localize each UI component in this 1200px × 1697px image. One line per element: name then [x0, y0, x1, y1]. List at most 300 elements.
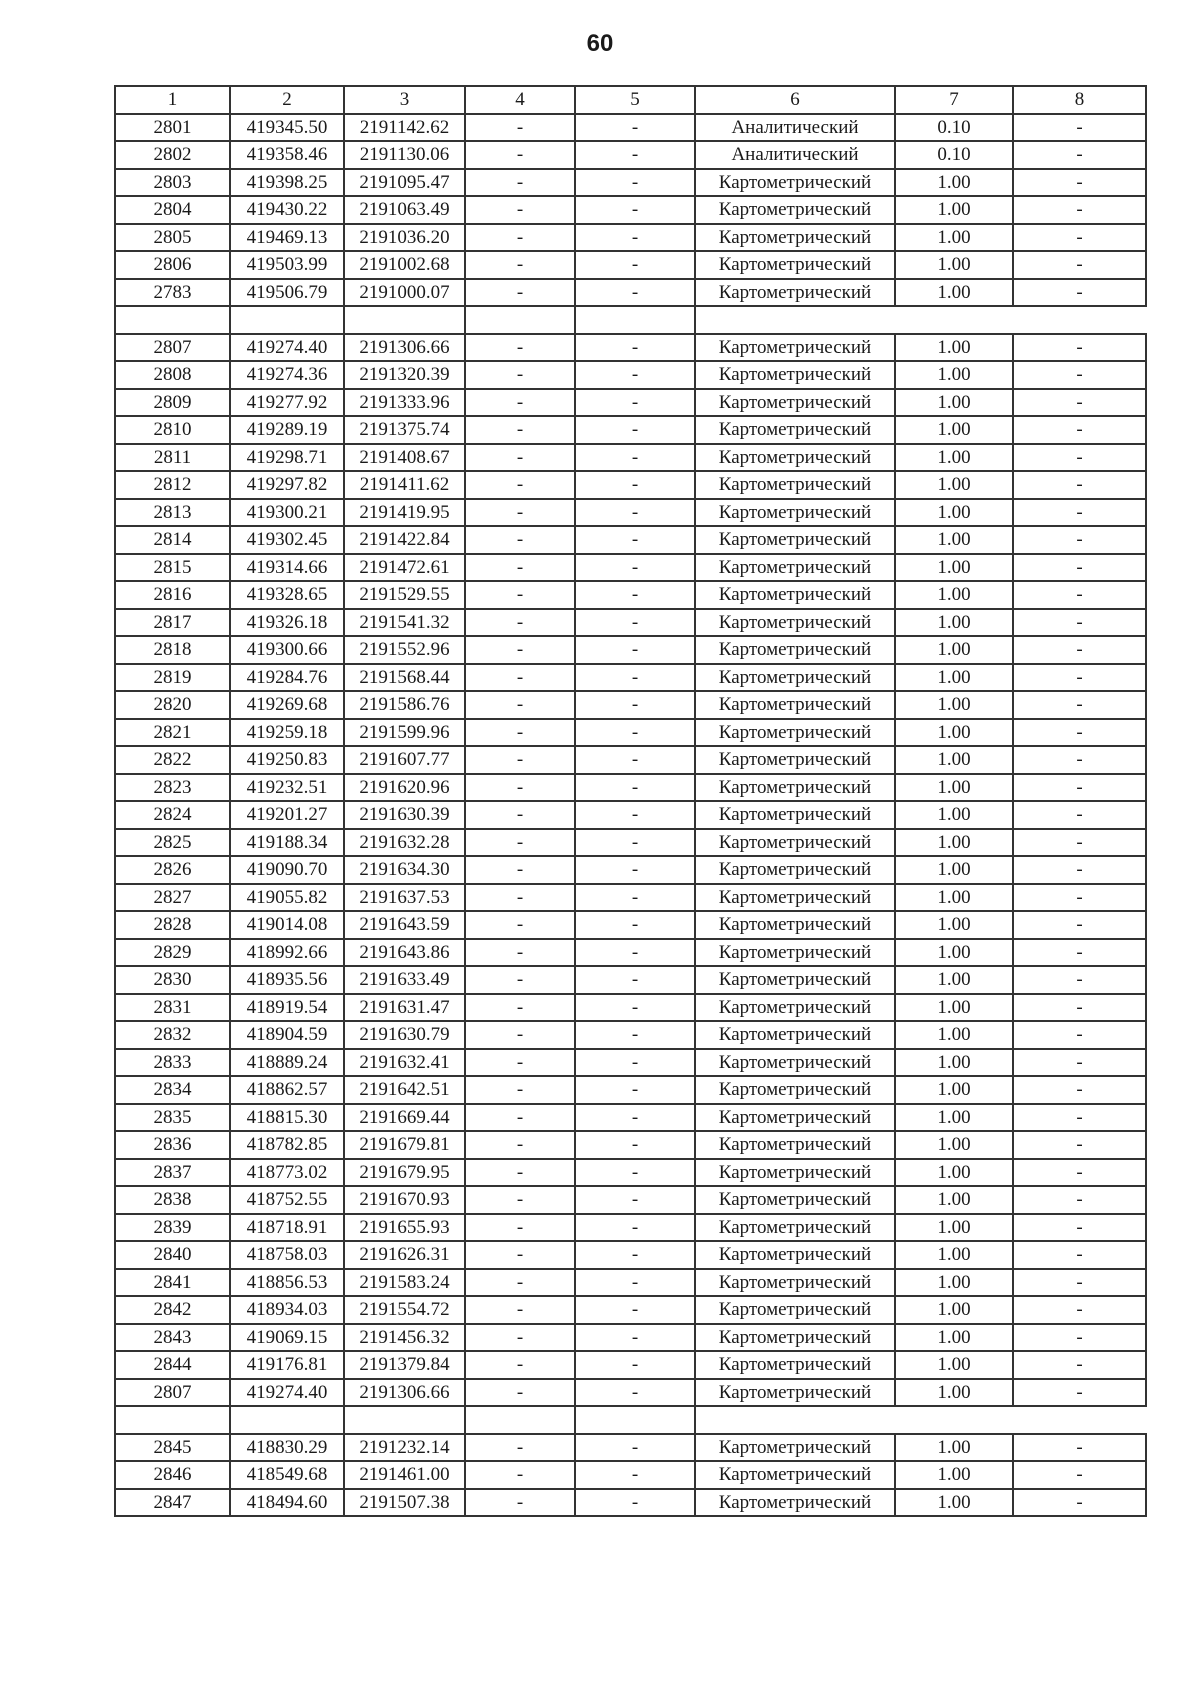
table-cell: -: [1013, 774, 1146, 802]
table-cell: 2823: [115, 774, 230, 802]
table-cell: 2808: [115, 361, 230, 389]
table-cell: 2191419.95: [344, 499, 465, 527]
table-cell: 2191630.39: [344, 801, 465, 829]
table-cell: Картометрический: [695, 1434, 895, 1462]
table-cell: 0.10: [895, 114, 1013, 142]
table-cell: 1.00: [895, 471, 1013, 499]
table-cell: 2191643.86: [344, 939, 465, 967]
table-cell: Картометрический: [695, 1489, 895, 1517]
table-cell: -: [1013, 1021, 1146, 1049]
table-cell: 1.00: [895, 499, 1013, 527]
table-cell: 2825: [115, 829, 230, 857]
table-cell: 1.00: [895, 856, 1013, 884]
table-cell: 1.00: [895, 939, 1013, 967]
table-cell: -: [465, 444, 575, 472]
table-cell: -: [1013, 196, 1146, 224]
table-cell: 419014.08: [230, 911, 344, 939]
table-cell: 1.00: [895, 1214, 1013, 1242]
table-row: [115, 471, 1146, 499]
table-cell: -: [1013, 1076, 1146, 1104]
table-cell: -: [1013, 279, 1146, 307]
table-cell: 2191633.49: [344, 966, 465, 994]
table-cell: Картометрический: [695, 526, 895, 554]
table-row: [115, 1296, 1146, 1324]
table-cell: -: [1013, 416, 1146, 444]
table-cell: -: [465, 1379, 575, 1407]
table-cell: 418934.03: [230, 1296, 344, 1324]
table-cell: Картометрический: [695, 444, 895, 472]
empty-cell: [115, 306, 230, 334]
table-cell: 419297.82: [230, 471, 344, 499]
table-cell: -: [575, 526, 695, 554]
table-cell: 419469.13: [230, 224, 344, 252]
table-cell: 419188.34: [230, 829, 344, 857]
table-cell: 2191583.24: [344, 1269, 465, 1297]
table-cell: 2813: [115, 499, 230, 527]
empty-cell: [465, 1406, 575, 1434]
table-cell: 1.00: [895, 1021, 1013, 1049]
table-cell: -: [1013, 1241, 1146, 1269]
table-cell: Картометрический: [695, 1076, 895, 1104]
table-cell: 1.00: [895, 444, 1013, 472]
table-cell: 1.00: [895, 196, 1013, 224]
table-cell: -: [575, 554, 695, 582]
table-cell: 2844: [115, 1351, 230, 1379]
empty-cell: [695, 1406, 1146, 1434]
table-cell: 418830.29: [230, 1434, 344, 1462]
table-cell: 2829: [115, 939, 230, 967]
table-cell: -: [1013, 1186, 1146, 1214]
table-cell: 1.00: [895, 581, 1013, 609]
table-cell: -: [1013, 801, 1146, 829]
table-cell: -: [465, 1214, 575, 1242]
table-cell: Картометрический: [695, 1186, 895, 1214]
table-cell: -: [1013, 966, 1146, 994]
table-cell: -: [465, 691, 575, 719]
table-row: [115, 1351, 1146, 1379]
table-cell: -: [1013, 526, 1146, 554]
table-cell: 1.00: [895, 416, 1013, 444]
table-cell: -: [465, 939, 575, 967]
table-cell: 1.00: [895, 1131, 1013, 1159]
table-cell: -: [575, 114, 695, 142]
table-cell: Картометрический: [695, 1351, 895, 1379]
table-cell: -: [465, 719, 575, 747]
coordinates-table: [114, 85, 1147, 1517]
table-cell: 2191632.41: [344, 1049, 465, 1077]
table-cell: -: [465, 1186, 575, 1214]
table-cell: Аналитический: [695, 141, 895, 169]
table-cell: 2802: [115, 141, 230, 169]
table-cell: 418889.24: [230, 1049, 344, 1077]
table-cell: 2191568.44: [344, 664, 465, 692]
table-cell: 2843: [115, 1324, 230, 1352]
table-cell: 2191679.81: [344, 1131, 465, 1159]
table-cell: -: [575, 416, 695, 444]
table-cell: -: [575, 801, 695, 829]
table-cell: -: [575, 1131, 695, 1159]
table-cell: 1.00: [895, 1186, 1013, 1214]
table-cell: 1.00: [895, 1434, 1013, 1462]
table-cell: 419277.92: [230, 389, 344, 417]
table-row: [115, 829, 1146, 857]
table-row: [115, 1461, 1146, 1489]
table-cell: -: [465, 966, 575, 994]
table-cell: 1.00: [895, 1461, 1013, 1489]
table-cell: -: [575, 994, 695, 1022]
table-cell: -: [575, 361, 695, 389]
table-row: [115, 1241, 1146, 1269]
table-row: [115, 1131, 1146, 1159]
table-cell: -: [575, 691, 695, 719]
table-cell: -: [575, 939, 695, 967]
empty-cell: [344, 306, 465, 334]
header-cell: 8: [1013, 86, 1146, 114]
table-cell: -: [465, 389, 575, 417]
table-cell: 2191541.32: [344, 609, 465, 637]
table-cell: 418782.85: [230, 1131, 344, 1159]
table-cell: -: [465, 196, 575, 224]
table-cell: Картометрический: [695, 416, 895, 444]
table-cell: 2191554.72: [344, 1296, 465, 1324]
table-cell: 1.00: [895, 1379, 1013, 1407]
table-cell: 2191670.93: [344, 1186, 465, 1214]
table-cell: 2810: [115, 416, 230, 444]
table-cell: -: [1013, 1159, 1146, 1187]
table-cell: 419300.66: [230, 636, 344, 664]
table-cell: 1.00: [895, 774, 1013, 802]
table-cell: Картометрический: [695, 719, 895, 747]
table-cell: 2191002.68: [344, 251, 465, 279]
table-cell: -: [465, 994, 575, 1022]
table-cell: -: [1013, 1324, 1146, 1352]
table-cell: 419090.70: [230, 856, 344, 884]
table-cell: -: [1013, 884, 1146, 912]
table-cell: -: [465, 141, 575, 169]
table-row: [115, 911, 1146, 939]
table-row: [115, 334, 1146, 362]
table-cell: 419055.82: [230, 884, 344, 912]
table-cell: -: [575, 1269, 695, 1297]
table-cell: 2833: [115, 1049, 230, 1077]
table-cell: -: [575, 1434, 695, 1462]
table-cell: 419328.65: [230, 581, 344, 609]
table-cell: -: [575, 224, 695, 252]
table-cell: Картометрический: [695, 994, 895, 1022]
table-cell: -: [1013, 471, 1146, 499]
table-cell: Картометрический: [695, 801, 895, 829]
table-cell: -: [465, 1296, 575, 1324]
table-cell: 2838: [115, 1186, 230, 1214]
table-cell: 2817: [115, 609, 230, 637]
table-cell: -: [1013, 856, 1146, 884]
table-cell: 1.00: [895, 609, 1013, 637]
table-cell: Картометрический: [695, 774, 895, 802]
table-row: [115, 1489, 1146, 1517]
table-cell: 1.00: [895, 1489, 1013, 1517]
table-cell: -: [575, 1076, 695, 1104]
table-cell: 1.00: [895, 664, 1013, 692]
table-cell: -: [575, 251, 695, 279]
table-row: [115, 1269, 1146, 1297]
table-cell: -: [575, 856, 695, 884]
table-cell: 1.00: [895, 334, 1013, 362]
table-cell: 1.00: [895, 691, 1013, 719]
table-cell: -: [465, 114, 575, 142]
table-cell: 1.00: [895, 1296, 1013, 1324]
table-cell: -: [465, 1049, 575, 1077]
empty-cell: [115, 1406, 230, 1434]
table-cell: 1.00: [895, 829, 1013, 857]
table-row: [115, 1186, 1146, 1214]
table-cell: -: [1013, 1379, 1146, 1407]
table-cell: -: [575, 911, 695, 939]
table-cell: -: [465, 416, 575, 444]
table-cell: 418919.54: [230, 994, 344, 1022]
table-cell: 1.00: [895, 1104, 1013, 1132]
empty-cell: [575, 1406, 695, 1434]
table-row: [115, 1324, 1146, 1352]
table-cell: -: [1013, 994, 1146, 1022]
empty-cell: [230, 1406, 344, 1434]
table-cell: -: [1013, 664, 1146, 692]
table-cell: Картометрический: [695, 1021, 895, 1049]
table-row: [115, 526, 1146, 554]
table-cell: -: [1013, 141, 1146, 169]
empty-cell: [695, 306, 1146, 334]
header-row: [115, 86, 1146, 114]
table-row: [115, 169, 1146, 197]
table-row: [115, 251, 1146, 279]
table-cell: 1.00: [895, 169, 1013, 197]
table-cell: -: [575, 279, 695, 307]
table-cell: -: [575, 581, 695, 609]
table-cell: Картометрический: [695, 169, 895, 197]
table-cell: 2783: [115, 279, 230, 307]
table-cell: 1.00: [895, 994, 1013, 1022]
empty-cell: [230, 306, 344, 334]
table-row: [115, 774, 1146, 802]
table-cell: -: [465, 224, 575, 252]
table-row: [115, 1049, 1146, 1077]
table-cell: -: [465, 609, 575, 637]
table-cell: -: [465, 856, 575, 884]
table-cell: Картометрический: [695, 856, 895, 884]
table-cell: 2191655.93: [344, 1214, 465, 1242]
table-cell: -: [575, 471, 695, 499]
table-cell: 2803: [115, 169, 230, 197]
table-cell: 2191306.66: [344, 334, 465, 362]
table-row: [115, 196, 1146, 224]
table-cell: Картометрический: [695, 1296, 895, 1324]
table-cell: 419358.46: [230, 141, 344, 169]
table-row: [115, 114, 1146, 142]
table-cell: 2191634.30: [344, 856, 465, 884]
table-cell: 419398.25: [230, 169, 344, 197]
table-cell: -: [575, 1104, 695, 1132]
table-cell: 2191456.32: [344, 1324, 465, 1352]
table-cell: 1.00: [895, 251, 1013, 279]
table-cell: -: [1013, 1214, 1146, 1242]
header-cell: 3: [344, 86, 465, 114]
table-cell: 418935.56: [230, 966, 344, 994]
table-cell: -: [1013, 1434, 1146, 1462]
table-cell: 1.00: [895, 279, 1013, 307]
table-cell: 2841: [115, 1269, 230, 1297]
table-cell: -: [1013, 334, 1146, 362]
table-cell: 2809: [115, 389, 230, 417]
table-cell: Картометрический: [695, 224, 895, 252]
table-cell: -: [465, 499, 575, 527]
table-cell: -: [575, 746, 695, 774]
table-cell: -: [575, 636, 695, 664]
table-cell: -: [465, 526, 575, 554]
header-cell: 2: [230, 86, 344, 114]
table-cell: 2835: [115, 1104, 230, 1132]
table-cell: -: [1013, 829, 1146, 857]
table-cell: -: [1013, 1489, 1146, 1517]
table-cell: 2847: [115, 1489, 230, 1517]
table-cell: 2191679.95: [344, 1159, 465, 1187]
table-cell: 1.00: [895, 884, 1013, 912]
table-cell: 419506.79: [230, 279, 344, 307]
table-cell: -: [1013, 224, 1146, 252]
table-cell: 2191333.96: [344, 389, 465, 417]
table-row: [115, 856, 1146, 884]
table-cell: 2837: [115, 1159, 230, 1187]
table-cell: 2191320.39: [344, 361, 465, 389]
table-cell: 2811: [115, 444, 230, 472]
table-cell: Картометрический: [695, 251, 895, 279]
table-cell: -: [575, 1241, 695, 1269]
table-cell: -: [465, 361, 575, 389]
table-body: [115, 86, 1146, 1516]
empty-cell: [575, 306, 695, 334]
table-cell: -: [1013, 361, 1146, 389]
table-row: [115, 664, 1146, 692]
table-cell: -: [465, 1351, 575, 1379]
table-cell: 2830: [115, 966, 230, 994]
table-cell: 2826: [115, 856, 230, 884]
table-cell: Картометрический: [695, 361, 895, 389]
table-cell: 2191599.96: [344, 719, 465, 747]
table-cell: 2821: [115, 719, 230, 747]
table-cell: -: [575, 169, 695, 197]
table-cell: Картометрический: [695, 196, 895, 224]
table-cell: 2824: [115, 801, 230, 829]
table-row: [115, 609, 1146, 637]
table-cell: 2827: [115, 884, 230, 912]
empty-cell: [344, 1406, 465, 1434]
table-cell: -: [575, 196, 695, 224]
table-cell: Картометрический: [695, 471, 895, 499]
table-cell: 419269.68: [230, 691, 344, 719]
table-cell: Картометрический: [695, 636, 895, 664]
table-row: [115, 1076, 1146, 1104]
table-cell: 419289.19: [230, 416, 344, 444]
table-cell: 2842: [115, 1296, 230, 1324]
table-cell: Картометрический: [695, 911, 895, 939]
table-cell: -: [575, 1296, 695, 1324]
table-cell: -: [465, 1104, 575, 1132]
table-cell: 2832: [115, 1021, 230, 1049]
table-cell: 418773.02: [230, 1159, 344, 1187]
table-cell: -: [575, 1049, 695, 1077]
table-row: [115, 1434, 1146, 1462]
table-cell: 418752.55: [230, 1186, 344, 1214]
header-cell: 6: [695, 86, 895, 114]
table-cell: 2806: [115, 251, 230, 279]
table-cell: 2191422.84: [344, 526, 465, 554]
table-row: [115, 141, 1146, 169]
table-cell: 1.00: [895, 1269, 1013, 1297]
table-cell: 419298.71: [230, 444, 344, 472]
table-cell: Картометрический: [695, 1461, 895, 1489]
table-cell: -: [575, 1379, 695, 1407]
header-cell: 5: [575, 86, 695, 114]
table-row: [115, 966, 1146, 994]
table-cell: -: [465, 334, 575, 362]
table-row: [115, 361, 1146, 389]
table-cell: Картометрический: [695, 1269, 895, 1297]
table-cell: -: [1013, 746, 1146, 774]
page-number: 60: [586, 30, 614, 57]
table-cell: 2814: [115, 526, 230, 554]
table-cell: -: [1013, 691, 1146, 719]
table-cell: -: [1013, 719, 1146, 747]
table-cell: -: [575, 1461, 695, 1489]
table-row: [115, 1379, 1146, 1407]
table-cell: Картометрический: [695, 1159, 895, 1187]
table-row: [115, 499, 1146, 527]
table-cell: -: [1013, 1269, 1146, 1297]
table-row: [115, 719, 1146, 747]
header-cell: 1: [115, 86, 230, 114]
table-cell: -: [575, 141, 695, 169]
table-cell: 1.00: [895, 389, 1013, 417]
table-cell: 418758.03: [230, 1241, 344, 1269]
table-cell: -: [1013, 251, 1146, 279]
table-cell: 2191586.76: [344, 691, 465, 719]
table-cell: 2822: [115, 746, 230, 774]
table-cell: -: [465, 884, 575, 912]
table-cell: 419503.99: [230, 251, 344, 279]
table-cell: 1.00: [895, 636, 1013, 664]
table-cell: 2191630.79: [344, 1021, 465, 1049]
table-row: [115, 554, 1146, 582]
table-cell: 419232.51: [230, 774, 344, 802]
table-cell: -: [575, 664, 695, 692]
table-cell: -: [1013, 554, 1146, 582]
table-cell: 2191461.00: [344, 1461, 465, 1489]
table-cell: -: [575, 1324, 695, 1352]
table-cell: 2191552.96: [344, 636, 465, 664]
table-cell: -: [465, 279, 575, 307]
table-row: [115, 801, 1146, 829]
table-cell: -: [575, 774, 695, 802]
table-cell: Картометрический: [695, 389, 895, 417]
table-cell: 418862.57: [230, 1076, 344, 1104]
table-cell: 2191408.67: [344, 444, 465, 472]
table-cell: 2191620.96: [344, 774, 465, 802]
table-cell: 1.00: [895, 1351, 1013, 1379]
table-cell: 419201.27: [230, 801, 344, 829]
table-row: [115, 224, 1146, 252]
table-cell: -: [465, 1269, 575, 1297]
table-cell: 2807: [115, 1379, 230, 1407]
table-cell: 2846: [115, 1461, 230, 1489]
table-cell: 1.00: [895, 719, 1013, 747]
